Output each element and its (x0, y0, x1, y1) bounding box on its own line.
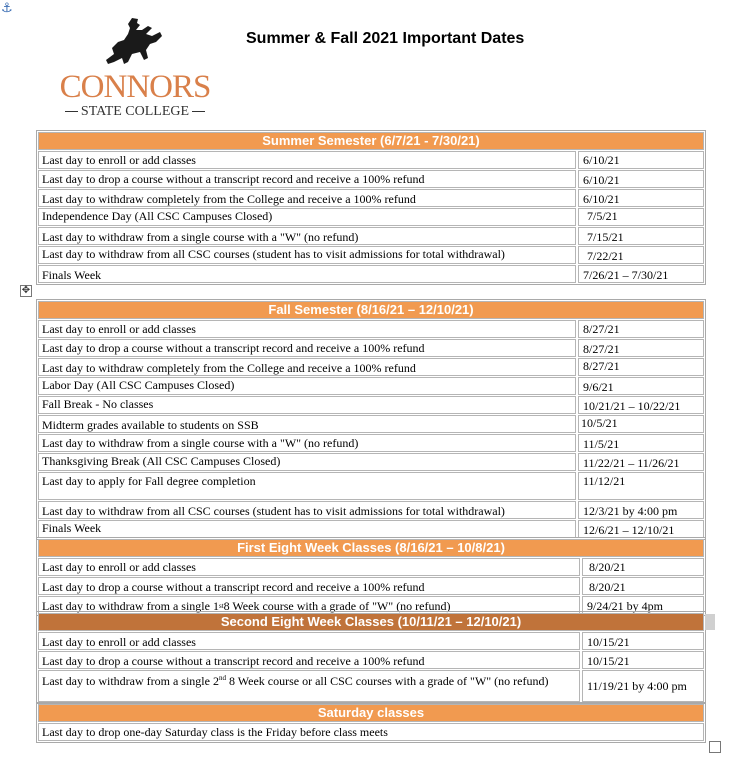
event-cell: Last day to drop one-day Saturday class is the Friday before class meets (38, 723, 704, 741)
event-cell: Fall Break - No classes (38, 396, 576, 414)
date-cell: 12/6/21 – 12/10/21 (578, 520, 704, 538)
table-row (38, 377, 704, 395)
event-cell (38, 501, 576, 519)
table-row (38, 170, 704, 188)
event-cell: Finals Week (38, 265, 576, 283)
date-cell: 8/27/21 (578, 358, 704, 376)
date-cell: 6/10/21 (578, 151, 704, 169)
table-row (38, 670, 704, 702)
event-cell: Last day to withdraw completely from the College and receive a 100% refund (38, 189, 576, 207)
table-end-handle[interactable] (709, 741, 721, 753)
date-cell: 6/10/21 (578, 170, 704, 188)
table-row (38, 577, 704, 595)
table-row (38, 265, 704, 283)
table-row (38, 651, 704, 669)
anchor-icon: ⚓ (1, 1, 13, 16)
saturday-table (36, 702, 706, 743)
date-cell: 9/6/21 (578, 377, 704, 395)
date-cell: 8/27/21 (578, 339, 704, 357)
table-row (38, 472, 704, 500)
date-cell: 7/5/21 (578, 208, 704, 226)
table-row (38, 558, 704, 576)
date-cell: 11/5/21 (578, 434, 704, 452)
table-row (38, 151, 704, 169)
page-title: Summer & Fall 2021 Important Dates (246, 30, 525, 47)
event-cell: Last day to drop a course without a transcript record and receive a 100% refund (38, 170, 576, 188)
date-cell: 8/27/21 (578, 320, 704, 338)
first8-withdraw-sup: st (218, 602, 224, 610)
event-cell: Midterm grades available to students on SSB (38, 415, 576, 433)
second-eight-week-header: Second Eight Week Classes (10/11/21 – 12/10/21) (38, 613, 704, 631)
date-cell: 10/21/21 – 10/22/21 (578, 396, 704, 414)
bronc-rider-logo-icon (102, 16, 164, 70)
table-row (38, 396, 704, 414)
college-logo (52, 16, 222, 119)
fall-header: Fall Semester (8/16/21 – 12/10/21) (38, 301, 704, 319)
table-row (38, 246, 704, 264)
table-row (38, 227, 704, 245)
date-cell: 10/15/21 (582, 651, 704, 669)
event-cell: Labor Day (All CSC Campuses Closed) (38, 377, 576, 395)
table-row (38, 358, 704, 376)
event-cell: Last day to enroll or add classes (38, 558, 580, 576)
fall-withdraw-all-text: Last day to withdraw from all CSC courses (student has to visit admissions for total withdrawal) (42, 504, 505, 518)
table-row (38, 434, 704, 452)
date-cell: 11/22/21 – 11/26/21 (578, 453, 704, 471)
date-cell: 12/3/21 by 4:00 pm (578, 501, 704, 519)
event-cell: Last day to drop a course without a transcript record and receive a 100% refund (38, 651, 580, 669)
event-cell: Last day to apply for Fall degree completion (38, 472, 576, 500)
table-row (38, 723, 704, 741)
date-cell: 10/15/21 (582, 632, 704, 650)
summer-table (36, 130, 706, 285)
event-cell: Last day to withdraw from a single course with a "W" (no refund) (38, 434, 576, 452)
event-cell: Last day to withdraw completely from the College and receive a 100% refund (38, 358, 576, 376)
table-row (38, 320, 704, 338)
logo-subtitle: STATE COLLEGE (52, 105, 218, 119)
date-cell: 11/19/21 by 4:00 pm (582, 670, 704, 702)
date-cell: 11/12/21 (578, 472, 704, 500)
table-row (38, 208, 704, 226)
table-row (38, 501, 704, 519)
table-row (38, 415, 704, 433)
table-row (38, 453, 704, 471)
date-cell: 8/20/21 (582, 558, 704, 576)
event-cell (38, 670, 580, 702)
event-cell: Last day to enroll or add classes (38, 320, 576, 338)
first8-withdraw-pre: Last day to withdraw from a single 1 (42, 599, 219, 613)
event-cell: Last day to withdraw from a single course with a "W" (no refund) (38, 227, 576, 245)
second8-withdraw-post: 8 Week course or all CSC courses with a grade of "W" (no refund) (225, 674, 549, 688)
second8-withdraw-sup: nd (218, 674, 226, 682)
table-row (38, 520, 704, 538)
event-cell: Independence Day (All CSC Campuses Closed) (38, 208, 576, 226)
first-eight-week-header: First Eight Week Classes (8/16/21 – 10/8/21) (38, 539, 704, 557)
event-cell: Finals Week (38, 520, 576, 538)
first-eight-week-table (36, 537, 706, 616)
event-cell: Last day to drop a course without a transcript record and receive a 100% refund (38, 577, 580, 595)
fall-table (36, 299, 706, 540)
second-eight-week-table (36, 611, 706, 704)
date-cell: 10/5/21 (578, 415, 704, 433)
move-handle-icon[interactable]: ✥ (21, 285, 31, 296)
second8-withdraw-pre: Last day to withdraw from a single 2 (42, 674, 219, 688)
date-cell: 7/22/21 (578, 246, 704, 264)
first8-withdraw-post: 8 Week course with a grade of "W" (no refund) (223, 599, 451, 613)
summer-header: Summer Semester (6/7/21 - 7/30/21) (38, 132, 704, 150)
table-row (38, 632, 704, 650)
date-cell: 6/10/21 (578, 189, 704, 207)
logo-wordmark: CONNORS (59, 69, 211, 105)
row-resize-marker (705, 614, 715, 630)
event-cell: Last day to enroll or add classes (38, 151, 576, 169)
event-cell: Thanksgiving Break (All CSC Campuses Closed) (38, 453, 576, 471)
event-cell: Last day to drop a course without a transcript record and receive a 100% refund (38, 339, 576, 357)
event-cell: Last day to enroll or add classes (38, 632, 580, 650)
date-cell: 9/24/21 by 4pm (582, 596, 704, 614)
date-cell: 7/26/21 – 7/30/21 (578, 265, 704, 283)
date-cell: 8/20/21 (582, 577, 704, 595)
date-cell: 7/15/21 (578, 227, 704, 245)
table-row (38, 339, 704, 357)
saturday-header: Saturday classes (38, 704, 704, 722)
table-row (38, 189, 704, 207)
summer-withdraw-all-text: Last day to withdraw from all CSC courses (student has to visit admissions for total withdrawal) (42, 247, 505, 261)
event-cell (38, 246, 576, 264)
